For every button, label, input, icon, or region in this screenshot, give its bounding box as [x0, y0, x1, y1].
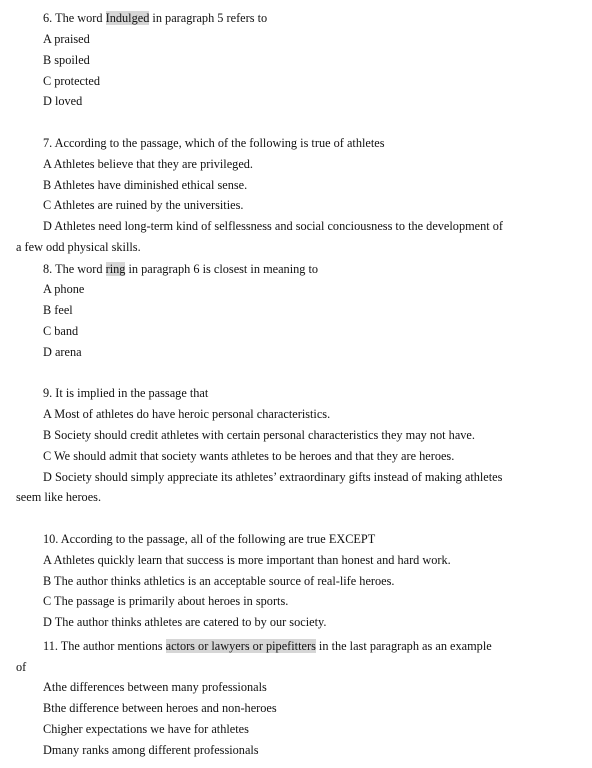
question-9-option-c: C We should admit that society wants athletes to be heroes and that they are heroes.: [43, 449, 455, 463]
question-10-option-a: A Athletes quickly learn that success is more important than honest and hard work.: [43, 553, 451, 567]
question-9-option-d: D Society should simply appreciate its athletes’ extraordinary gifts instead of making athletes: [43, 470, 503, 484]
question-7-option-d: D Athletes need long-term kind of selflessness and social conciousness to the development of: [43, 219, 504, 233]
question-8-suffix: in paragraph 6 is closest in meaning to: [125, 262, 319, 276]
question-7-option-c: C Athletes are ruined by the universities.: [43, 198, 244, 212]
highlighted-word-ring: ring: [105, 262, 126, 276]
question-11-option-b: Bthe difference between heroes and non-heroes: [43, 701, 277, 715]
question-8-option-b: B feel: [43, 303, 73, 317]
question-7-stem: 7. According to the passage, which of the following is true of athletes: [43, 136, 385, 150]
question-9-stem: 9. It is implied in the passage that: [43, 386, 209, 400]
question-7-option-d-continuation: a few odd physical skills.: [16, 240, 141, 254]
question-7-option-a: A Athletes believe that they are privileged.: [43, 157, 254, 171]
question-6-option-a: A praised: [43, 32, 90, 46]
question-6-suffix: in paragraph 5 refers to: [149, 11, 268, 25]
question-8-option-a: A phone: [43, 282, 85, 296]
question-8-stem: [43, 262, 318, 277]
question-6-stem: [43, 11, 267, 26]
question-8-option-d: D arena: [43, 345, 82, 359]
question-9-option-d-continuation: seem like heroes.: [16, 490, 102, 504]
question-11-option-d: Dmany ranks among different professionals: [43, 743, 259, 757]
question-6-option-b: B spoiled: [43, 53, 90, 67]
question-11-stem: [43, 639, 492, 654]
question-11-stem-continuation: of: [16, 660, 27, 674]
question-10-option-c: C The passage is primarily about heroes in sports.: [43, 594, 289, 608]
question-6-prefix: 6. The word: [43, 11, 106, 25]
question-11-suffix: in the last paragraph as an example: [315, 639, 492, 653]
highlighted-word-indulged: Indulged: [105, 11, 150, 25]
question-11-option-c: Chigher expectations we have for athletes: [43, 722, 249, 736]
question-11-option-a: Athe differences between many professionals: [43, 680, 267, 694]
question-10-option-d: D The author thinks athletes are catered to by our society.: [43, 615, 327, 629]
question-7-option-b: B Athletes have diminished ethical sense.: [43, 178, 248, 192]
question-6-option-d: D loved: [43, 94, 83, 108]
question-9-option-b: B Society should credit athletes with certain personal characteristics they may not have.: [43, 428, 475, 442]
question-8-option-c: C band: [43, 324, 79, 338]
question-6-option-c: C protected: [43, 74, 101, 88]
question-10-option-b: B The author thinks athletics is an acceptable source of real-life heroes.: [43, 574, 395, 588]
question-10-stem: 10. According to the passage, all of the following are true EXCEPT: [43, 532, 376, 546]
highlighted-phrase-professions: actors or lawyers or pipefitters: [165, 639, 316, 653]
question-11-prefix: 11. The author mentions: [43, 639, 166, 653]
question-8-prefix: 8. The word: [43, 262, 106, 276]
question-9-option-a: A Most of athletes do have heroic personal characteristics.: [43, 407, 331, 421]
